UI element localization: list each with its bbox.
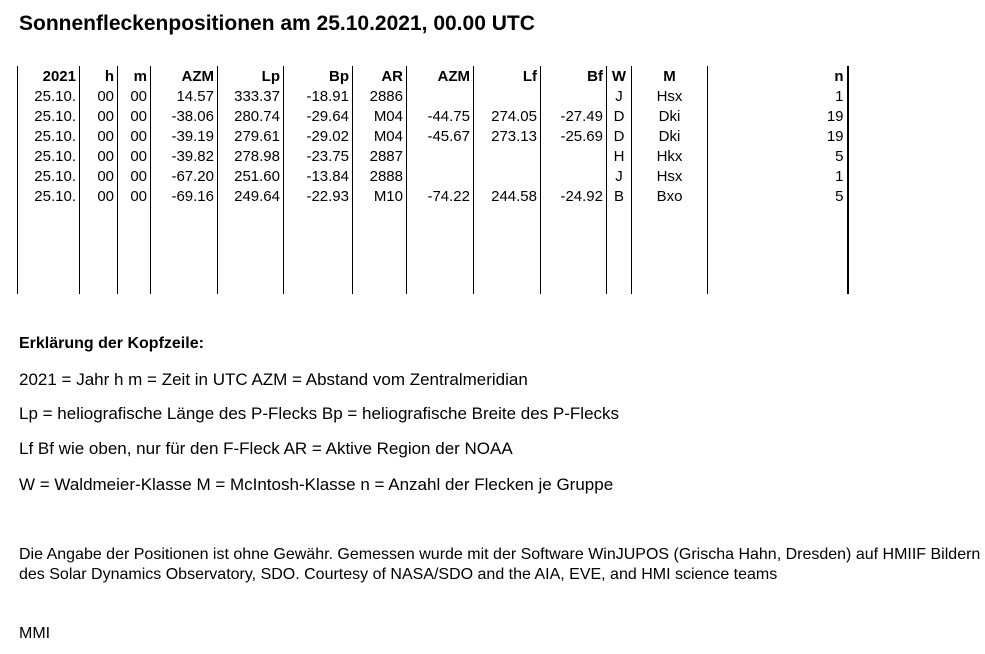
legend-line: Lp = heliografische Länge des P-Flecks Bp = heliografische Breite des P-Flecks <box>19 404 620 423</box>
cell-m: Bxo <box>632 187 708 207</box>
cell-bf <box>541 87 607 107</box>
cell-ar: M04 <box>353 127 407 147</box>
cell-minute: 00 <box>118 147 151 167</box>
cell-w: J <box>607 167 632 187</box>
sunspot-table <box>17 66 849 294</box>
table-row <box>18 87 848 107</box>
cell-azm-p: -69.16 <box>151 187 218 207</box>
cell-azm-p: -38.06 <box>151 107 218 127</box>
cell-bf <box>541 167 607 187</box>
cell-azm-f: -44.75 <box>407 107 474 127</box>
header-azm-p: AZM <box>151 66 218 87</box>
sunspot-table-container <box>17 66 847 294</box>
cell-lp: 333.37 <box>218 87 284 107</box>
legend-line: W = Waldmeier-Klasse M = McIntosh-Klasse n = Anzahl der Flecken je Gruppe <box>19 475 614 494</box>
table-filler-row <box>18 207 848 294</box>
cell-bp: -23.75 <box>284 147 353 167</box>
cell-ar: 2888 <box>353 167 407 187</box>
table-row <box>18 187 848 207</box>
table-row <box>18 107 848 127</box>
page-title: Sonnenfleckenpositionen am 25.10.2021, 00.00 UTC <box>19 12 535 35</box>
table-row <box>18 167 848 187</box>
cell-date: 25.10. <box>18 167 80 187</box>
disclaimer-text: Die Angabe der Positionen ist ohne Gewähr. Gemessen wurde mit der Software WinJUPOS (Grischa Hahn, Dresden) auf HMIIF Bildern des Solar Dynamics Observatory, SDO. Courtesy of NASA/SDO and the AIA, EVE, and HMI science teams <box>19 546 981 583</box>
cell-azm-p: -39.19 <box>151 127 218 147</box>
cell-bp: -29.02 <box>284 127 353 147</box>
cell-n: 19 <box>708 107 848 127</box>
cell-m: Hsx <box>632 167 708 187</box>
cell-lf: 274.05 <box>474 107 541 127</box>
cell-azm-p: -39.82 <box>151 147 218 167</box>
cell-azm-f: -45.67 <box>407 127 474 147</box>
header-azm-f: AZM <box>407 66 474 87</box>
cell-m: Dki <box>632 107 708 127</box>
cell-azm-f <box>407 147 474 167</box>
cell-m: Dki <box>632 127 708 147</box>
header-minute: m <box>118 66 151 87</box>
header-hour: h <box>80 66 118 87</box>
cell-minute: 00 <box>118 107 151 127</box>
cell-bf: -25.69 <box>541 127 607 147</box>
header-bp: Bp <box>284 66 353 87</box>
cell-minute: 00 <box>118 127 151 147</box>
cell-azm-f <box>407 167 474 187</box>
cell-lf: 273.13 <box>474 127 541 147</box>
legend-heading: Erklärung der Kopfzeile: <box>19 335 204 352</box>
cell-bf <box>541 147 607 167</box>
cell-bp: -22.93 <box>284 187 353 207</box>
legend-line: Lf Bf wie oben, nur für den F-Fleck AR = Aktive Region der NOAA <box>19 439 513 458</box>
cell-n: 1 <box>708 167 848 187</box>
cell-lp: 249.64 <box>218 187 284 207</box>
cell-hour: 00 <box>80 187 118 207</box>
cell-m: Hkx <box>632 147 708 167</box>
cell-azm-f: -74.22 <box>407 187 474 207</box>
cell-n: 1 <box>708 87 848 107</box>
cell-w: H <box>607 147 632 167</box>
cell-hour: 00 <box>80 147 118 167</box>
cell-date: 25.10. <box>18 107 80 127</box>
header-bf: Bf <box>541 66 607 87</box>
header-ar: AR <box>353 66 407 87</box>
cell-w: J <box>607 87 632 107</box>
cell-bf: -24.92 <box>541 187 607 207</box>
cell-hour: 00 <box>80 107 118 127</box>
legend-line: 2021 = Jahr h m = Zeit in UTC AZM = Abstand vom Zentralmeridian <box>19 370 528 389</box>
cell-lp: 279.61 <box>218 127 284 147</box>
cell-bp: -18.91 <box>284 87 353 107</box>
cell-lf <box>474 147 541 167</box>
cell-hour: 00 <box>80 167 118 187</box>
header-m: M <box>632 66 708 87</box>
cell-n: 19 <box>708 127 848 147</box>
cell-date: 25.10. <box>18 187 80 207</box>
cell-date: 25.10. <box>18 127 80 147</box>
header-n: n <box>708 66 848 87</box>
cell-bf: -27.49 <box>541 107 607 127</box>
cell-ar: 2887 <box>353 147 407 167</box>
header-w: W <box>607 66 632 87</box>
cell-date: 25.10. <box>18 147 80 167</box>
table-row <box>18 147 848 167</box>
cell-date: 25.10. <box>18 87 80 107</box>
cell-w: B <box>607 187 632 207</box>
cell-lf: 244.58 <box>474 187 541 207</box>
cell-bp: -29.64 <box>284 107 353 127</box>
cell-azm-p: -67.20 <box>151 167 218 187</box>
table-header-row <box>18 66 848 87</box>
cell-n: 5 <box>708 147 848 167</box>
cell-minute: 00 <box>118 87 151 107</box>
cell-lf <box>474 87 541 107</box>
header-lp: Lp <box>218 66 284 87</box>
cell-minute: 00 <box>118 167 151 187</box>
cell-azm-f <box>407 87 474 107</box>
signature: MMI <box>19 625 51 642</box>
cell-hour: 00 <box>80 127 118 147</box>
cell-ar: 2886 <box>353 87 407 107</box>
cell-bp: -13.84 <box>284 167 353 187</box>
cell-w: D <box>607 127 632 147</box>
header-year: 2021 <box>18 66 80 87</box>
cell-ar: M04 <box>353 107 407 127</box>
cell-lf <box>474 167 541 187</box>
cell-m: Hsx <box>632 87 708 107</box>
cell-azm-p: 14.57 <box>151 87 218 107</box>
cell-lp: 278.98 <box>218 147 284 167</box>
cell-w: D <box>607 107 632 127</box>
cell-lp: 251.60 <box>218 167 284 187</box>
cell-hour: 00 <box>80 87 118 107</box>
cell-minute: 00 <box>118 187 151 207</box>
table-row <box>18 127 848 147</box>
header-lf: Lf <box>474 66 541 87</box>
cell-ar: M10 <box>353 187 407 207</box>
cell-lp: 280.74 <box>218 107 284 127</box>
cell-n: 5 <box>708 187 848 207</box>
